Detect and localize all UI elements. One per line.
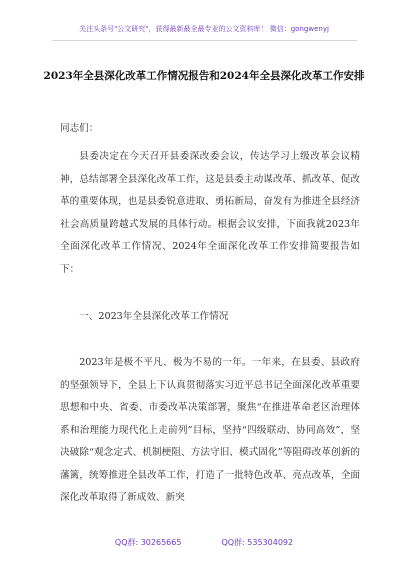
footer-qq-group-1: QQ群: 30265665 [114,538,182,547]
salutation: 同志们： [60,123,99,134]
header-divider [52,40,357,41]
document-title: 2023年全县深化改革工作情况报告和2024年全县深化改革工作安排 [43,70,365,82]
section-heading-1: 一、2023年全县深化改革工作情况 [79,311,229,322]
header-banner: 关注头条号"公文研究"，获得最新最全最专业的公文资料库！ 微信：gongwenyj [79,25,329,33]
footer [0,537,408,548]
body-paragraph-2: 2023年是极不平凡、极为不易的一年。一年来，在县委、县政府的坚强领导下，全县上下认真贯彻落实习近平总书记全面深化改革重要思想和中央、省委、市委改革决策部署，聚焦“在推进革命老区治理体系和治理能力现代化上走前列”目标，坚持“四级联动、协同高效”，坚决破除“观念定式、机制梗阻、方法守旧、模式固化”等阻碍改革创新的藩篱，统筹推进全县改革工作，打造了一批特色改革、亮点改革，全面深化改革取得了新成效、新突 [60,357,360,503]
body-paragraph-1: 县委决定在今天召开县委深改委会议，传达学习上级改革会议精神，总结部署全县深化改革工作，这是县委主动谋改革、抓改革、促改革的重要体现，也是县委锐意进取、勇拓新局，奋发有为推进全县经济社会高质量跨越式发展的具体行动。根据会议安排，下面我就2023年全面深化改革工作情况、2024年全面深化改革工作安排简要报告如下： [60,151,360,275]
footer-qq-group-2: QQ群: 535304092 [221,538,294,547]
